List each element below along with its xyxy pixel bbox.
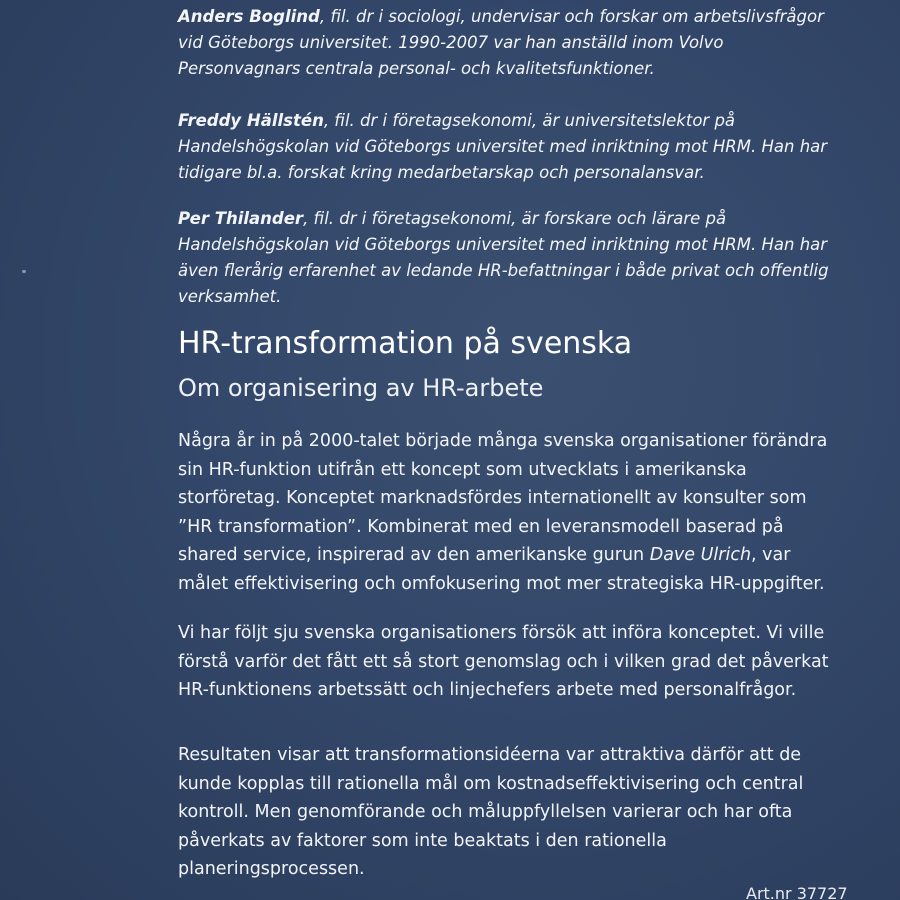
author-name: Anders Boglind xyxy=(178,7,320,26)
surface-speck xyxy=(22,270,26,273)
book-title: HR-transformation på svenska xyxy=(178,326,633,361)
paragraph-person-name: Dave Ulrich xyxy=(649,545,752,565)
book-subtitle: Om organisering av HR-arbete xyxy=(178,374,544,402)
author-bio-text: , fil. dr i sociologi, undervisar och forskar om arbetslivsfrågor vid Göteborgs universitet. 1990-2007 var han anställd inom Volvo Personvagnars centrala personal- och kvalitetsfunktioner. xyxy=(178,7,824,78)
description-paragraph-1 xyxy=(178,427,838,598)
author-bio-boglind xyxy=(178,4,838,82)
author-bio-thilander xyxy=(178,206,838,310)
author-bio-text: , fil. dr i företagsekonomi, är forskare och lärare på Handelshögskolan vid Göteborgs universitet med inriktning mot HRM. Han har även flerårig erfarenhet av ledande HR-befattningar i både privat och offentlig verksamhet. xyxy=(178,209,829,306)
author-bio-hallsten xyxy=(178,108,838,186)
paragraph-text: , var målet effektivisering och omfokusering mot mer strategiska HR-uppgifter. xyxy=(178,545,825,594)
author-name: Per Thilander xyxy=(178,209,304,228)
description-paragraph-3: Resultaten visar att transformationsidéerna var attraktiva därför att de kunde kopplas till rationella mål om kostnadseffektivisering och central kontroll. Men genomförande och måluppfyllelsen varierar och har ofta påverkats av faktorer som inte beaktats i den rationella planeringsprocessen. xyxy=(178,745,804,879)
description-paragraph-2: Vi har följt sju svenska organisationers försök att införa konceptet. Vi ville förstå varför det fått ett så stort genomslag och i vilken grad det påverkat HR-funktionens arbetssätt och linjechefers arbete med personalfrågor. xyxy=(178,623,829,700)
paragraph-text: Några år in på 2000-talet började många svenska organisationer förändra sin HR-funktion utifrån ett koncept som utvecklats i amerikanska storföretag. Konceptet marknadsfördes internationellt av konsulter som ”HR transformation”. Kombinerat med en leveransmodell baserad på shared service, inspirerad av den amerikanske gurun xyxy=(178,431,828,565)
author-bio-text: , fil. dr i företagsekonomi, är universitetslektor på Handelshögskolan vid Göteborgs universitet med inriktning mot HRM. Han har tidigare bl.a. forskat kring medarbetarskap och personalansvar. xyxy=(178,111,828,182)
article-number: Art.nr 37727 xyxy=(746,884,848,900)
author-name: Freddy Hällstén xyxy=(178,111,324,130)
